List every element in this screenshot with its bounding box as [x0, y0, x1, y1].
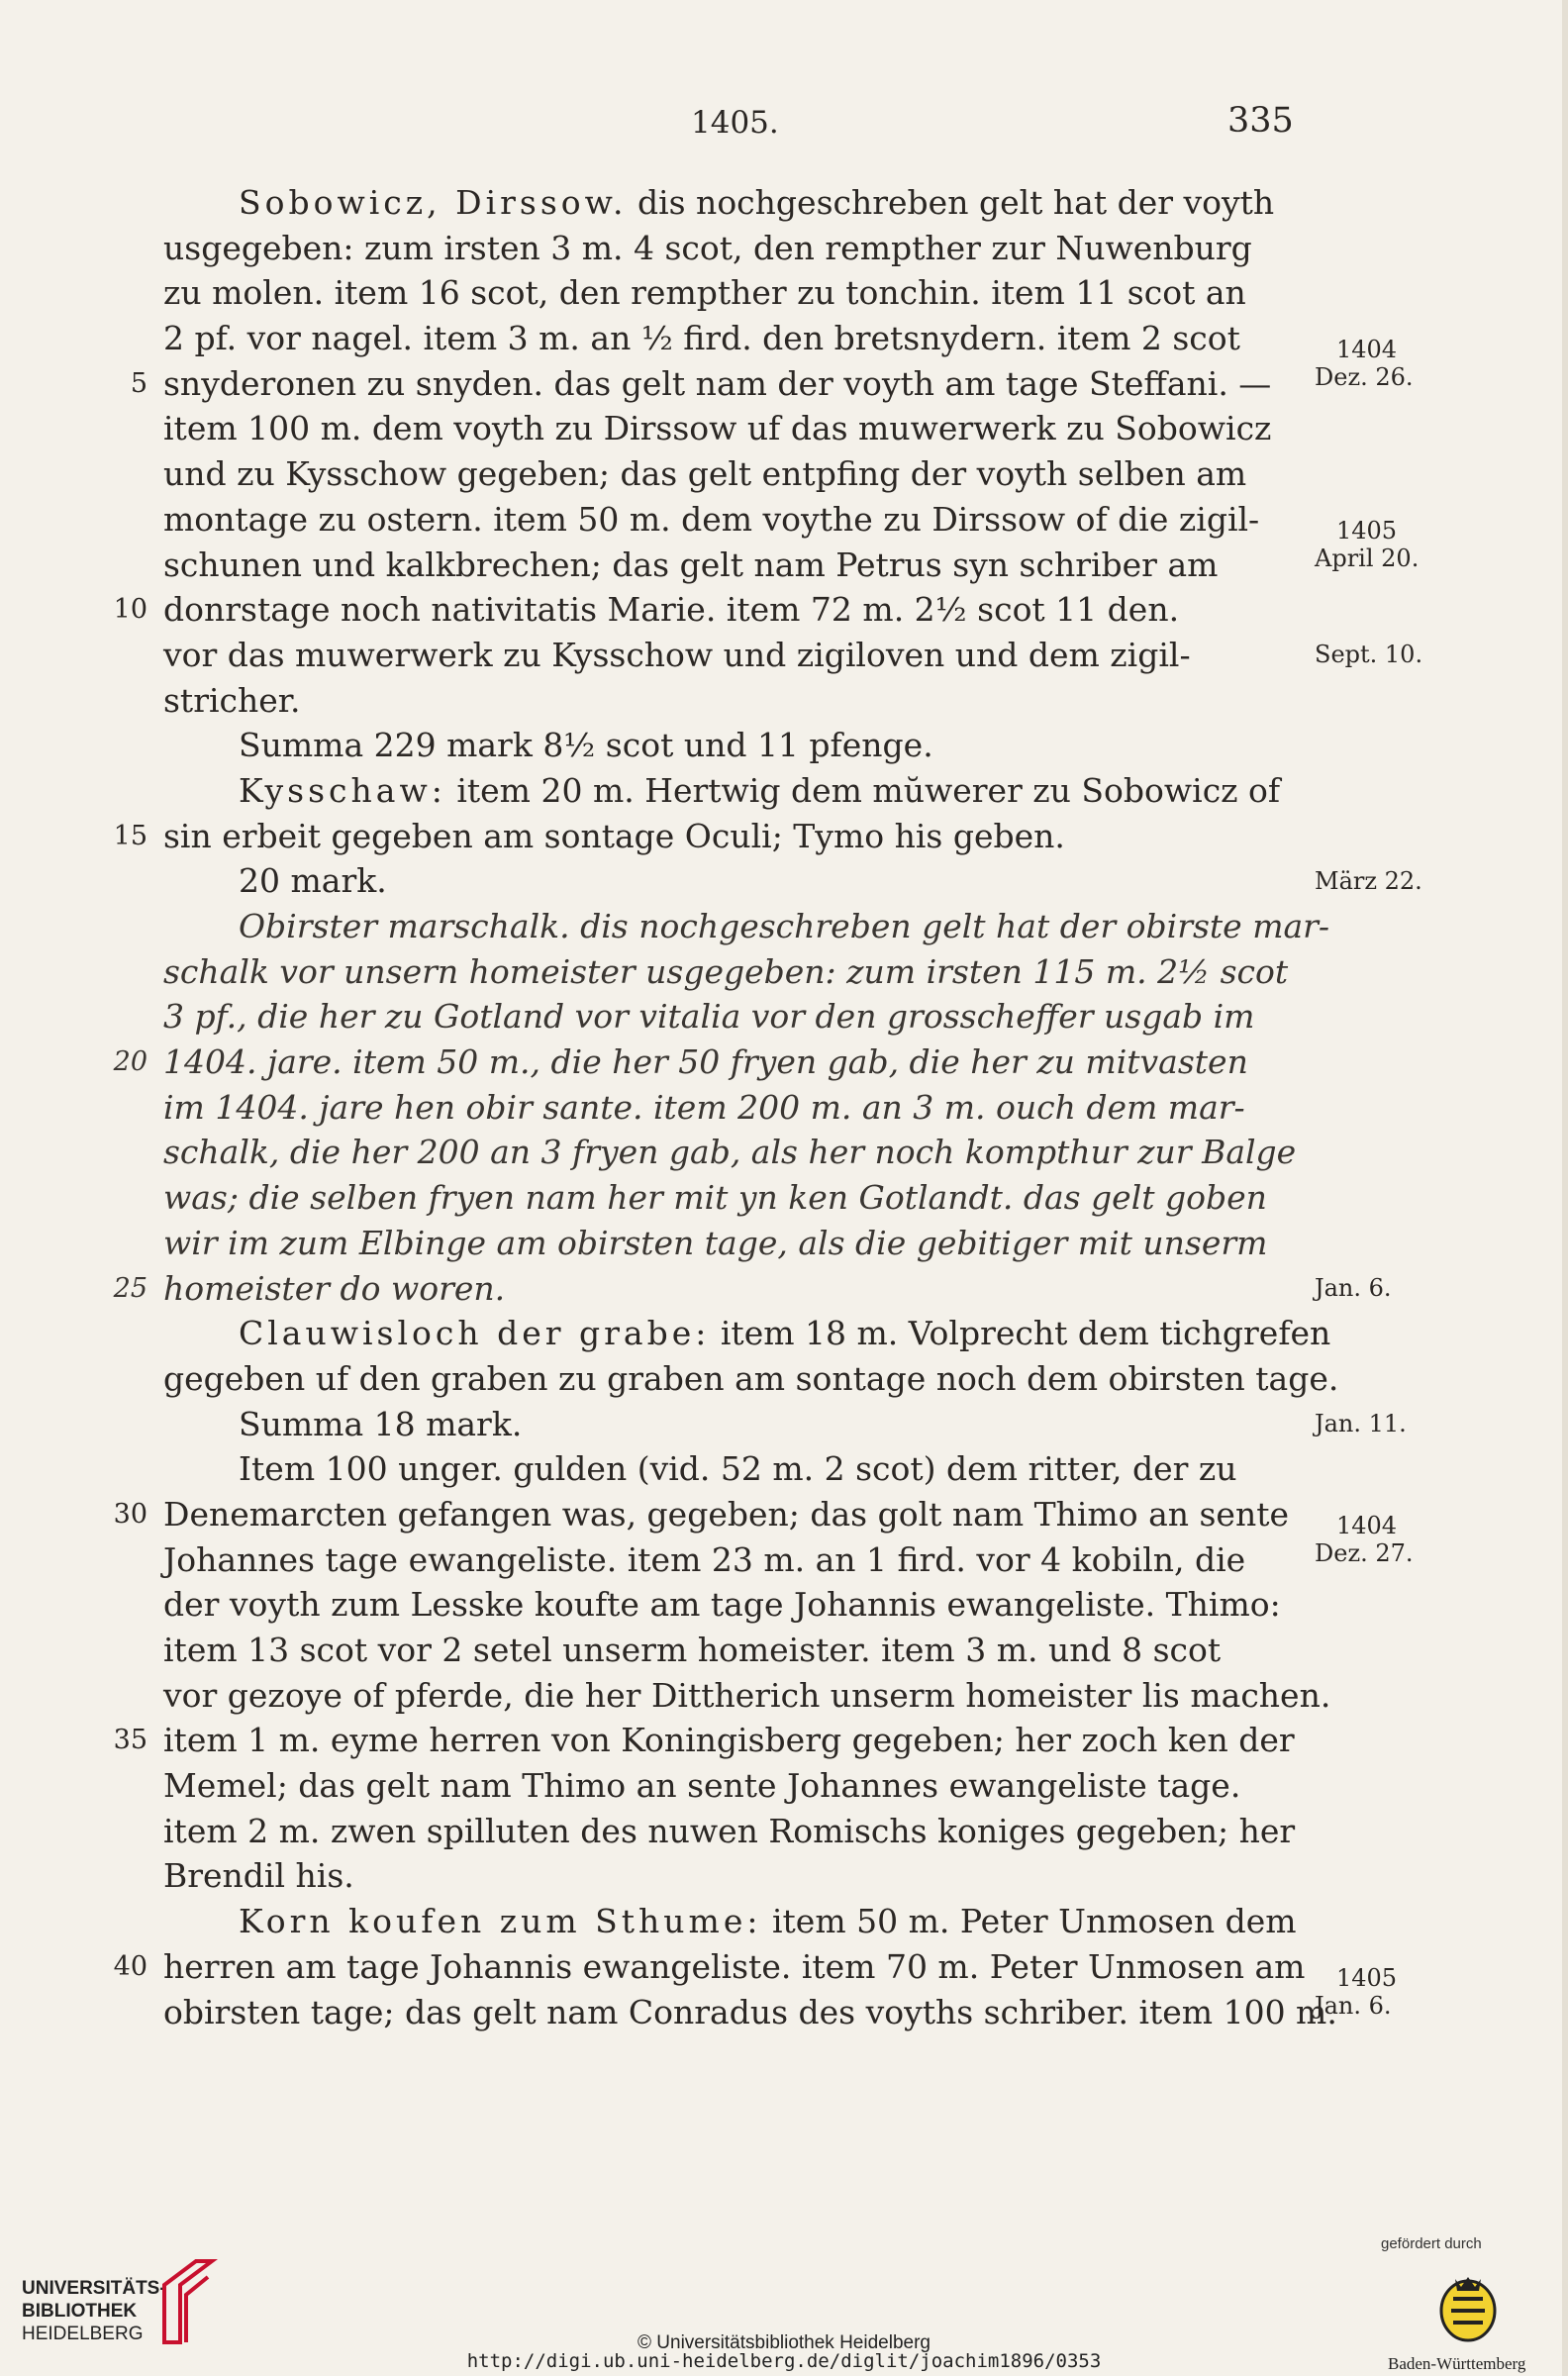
text-run: item 50 m. Peter Unmosen dem	[761, 1902, 1297, 1941]
text-run: schalk, die her 200 an 3 fryen gab, als her noch kompthur zur Balge	[163, 1133, 1297, 1172]
text-line	[113, 1492, 1302, 1537]
library-line: HEIDELBERG	[22, 2324, 144, 2344]
text-run: item 20 m. Hertwig dem mŭwerer zu Sobowicz of	[445, 770, 1281, 810]
margin-date	[1315, 1964, 1397, 2020]
margin-day: März 22.	[1315, 866, 1422, 895]
text-line	[163, 1085, 1302, 1131]
section-heading: Sobowicz, Dirssow.	[239, 183, 628, 222]
text-line	[113, 814, 1302, 859]
section-heading: Kysschaw:	[239, 770, 446, 810]
section-heading: Clauwisloch der grabe:	[239, 1314, 711, 1353]
text-run: montage zu ostern. item 50 m. dem voythe zu Dirssow of die zigil-	[163, 499, 1260, 539]
text-run: wir im zum Elbinge am obirsten tage, als die gebitiger mit unserm	[163, 1223, 1268, 1262]
text-run: im 1404. jare hen obir sante. item 200 m. an 3 m. ouch dem mar-	[163, 1087, 1245, 1127]
text-line	[163, 1311, 1331, 1356]
text-run: 1404. jare. item 50 m., die her 50 fryen gab, die her zu mitvasten	[163, 1042, 1248, 1082]
source-link[interactable]: http://digi.ub.uni-heidelberg.de/diglit/joachim1896/0353	[466, 2350, 1102, 2372]
library-line: UNIVERSITÄTS-	[22, 2278, 166, 2299]
text-run: gegeben uf den graben zu graben am sontage noch dem obirsten tage.	[163, 1358, 1339, 1398]
page-header	[0, 97, 1568, 147]
margin-day: April 20.	[1315, 544, 1420, 572]
text-line	[163, 1446, 1302, 1492]
text-line	[163, 768, 1302, 814]
line-number: 40	[113, 1950, 147, 1982]
margin-year: 1405	[1336, 516, 1398, 544]
text-line	[163, 226, 1302, 271]
margin-date	[1315, 641, 1422, 668]
text-run: was; die selben fryen nam her mit yn ken Gotlandt. das gelt goben	[163, 1178, 1267, 1218]
text-run: Memel; das gelt nam Thimo an sente Johannes ewangeliste tage.	[163, 1766, 1241, 1806]
text-line	[163, 180, 1302, 226]
margin-day: Dez. 27.	[1315, 1539, 1414, 1567]
copyright-notice: © Universitätsbibliothek Heidelberg	[637, 2332, 931, 2353]
margin-day: Jan. 11.	[1315, 1409, 1407, 1437]
line-number: 20	[113, 1046, 147, 1078]
text-run: item 18 m. Volprecht dem tichgrefen	[710, 1314, 1331, 1353]
line-number: 15	[113, 820, 147, 851]
text-run: herren am tage Johannis ewangeliste. item 70 m. Peter Unmosen am	[163, 1946, 1306, 1986]
text-line	[163, 1582, 1302, 1628]
text-run: item 13 scot vor 2 setel unserm homeister. item 3 m. und 8 scot	[163, 1631, 1222, 1669]
text-run: Johannes tage ewangeliste. item 23 m. an 1 fird. vor 4 kobiln, die	[163, 1539, 1246, 1579]
text-line	[163, 1537, 1302, 1583]
text-run: obirsten tage; das gelt nam Conradus des voyths schriber. item 100 m.	[163, 1992, 1337, 2031]
text-line	[113, 1944, 1306, 1990]
margin-year: 1405	[1336, 1964, 1398, 1992]
margin-date	[1315, 1512, 1414, 1567]
section-heading: Korn koufen zum Sthume:	[239, 1902, 762, 1941]
text-line	[163, 1673, 1331, 1719]
text-line	[130, 361, 1302, 407]
margin-year: 1404	[1336, 335, 1398, 363]
text-run: vor das muwerwerk zu Kysschow und zigiloven und dem zigil-	[163, 635, 1191, 674]
line-number: 30	[113, 1498, 147, 1530]
text-line	[163, 858, 1302, 904]
text-line	[113, 587, 1302, 633]
text-line	[163, 543, 1302, 588]
text-line	[163, 1356, 1339, 1402]
text-run: Summa 18 mark.	[239, 1404, 523, 1443]
line-number: 35	[113, 1725, 147, 1756]
text-line	[163, 270, 1302, 316]
margin-day: Jan. 6.	[1315, 1992, 1392, 2020]
page-footer	[0, 2228, 1568, 2376]
text-line	[113, 1718, 1302, 1763]
line-number: 10	[113, 594, 147, 626]
text-run: dis nochgeschreben gelt hat der voyth	[627, 183, 1275, 222]
text-run: Obirster marschalk. dis nochgeschreben gelt hat der obirste mar-	[239, 907, 1330, 945]
body-text	[113, 180, 1339, 2034]
text-run: stricher.	[163, 680, 301, 720]
text-run: item 1 m. eyme herren von Koningisberg gegeben; her zoch ken der	[163, 1721, 1295, 1760]
text-run: item 100 m. dem voyth zu Dirssow uf das muwerwerk zu Sobowicz	[163, 409, 1272, 448]
text-line	[163, 1130, 1302, 1175]
text-line	[113, 1266, 1302, 1312]
text-run: Brendil his.	[163, 1856, 354, 1896]
text-run: 2 pf. vor nagel. item 3 m. an ½ fird. den bretsnydern. item 2 scot	[163, 319, 1240, 358]
page-number: 335	[1227, 101, 1294, 141]
text-line	[163, 316, 1302, 361]
text-run: zu molen. item 16 scot, den rempther zu tonchin. item 11 scot an	[163, 273, 1246, 313]
text-run: vor gezoye of pferde, die her Dittherich unserm homeister lis machen.	[163, 1675, 1331, 1715]
margin-date	[1315, 517, 1419, 572]
text-run: Summa 229 mark 8½ scot und 11 pfenge.	[239, 726, 933, 765]
text-line	[163, 1221, 1302, 1266]
text-run: 3 pf., die her zu Gotland vor vitalia vor den grosscheffer usgab im	[163, 997, 1255, 1037]
sponsor-name: Baden-Württemberg	[1388, 2354, 1526, 2373]
margin-date	[1315, 1410, 1407, 1437]
text-run: usgegeben: zum irsten 3 m. 4 scot, den rempther zur Nuwenburg	[163, 228, 1252, 267]
funded-by-label: gefördert durch	[1381, 2235, 1482, 2252]
text-line	[163, 949, 1302, 995]
text-run: donrstage noch nativitatis Marie. item 72 m. 2½ scot 11 den.	[163, 590, 1180, 630]
text-run: Item 100 unger. gulden (vid. 52 m. 2 scot) dem ritter, der zu	[239, 1449, 1237, 1489]
margin-date	[1315, 867, 1422, 895]
margin-year: 1404	[1336, 1512, 1398, 1539]
text-line	[163, 1628, 1302, 1673]
text-line	[163, 723, 1302, 768]
text-run: der voyth zum Lesske koufte am tage Johannis ewangeliste. Thimo:	[163, 1585, 1281, 1625]
margin-date	[1315, 1274, 1392, 1302]
text-run: homeister do woren.	[163, 1268, 506, 1308]
text-line	[163, 451, 1302, 497]
margin-day: Sept. 10.	[1315, 641, 1423, 668]
line-number: 5	[130, 367, 147, 399]
library-logo-icon	[156, 2255, 218, 2344]
text-run: Denemarcten gefangen was, gegeben; das golt nam Thimo an sente	[163, 1494, 1290, 1534]
library-line: BIBLIOTHEK	[22, 2301, 138, 2322]
line-number: 25	[113, 1272, 147, 1304]
text-line	[163, 1175, 1302, 1221]
text-line	[163, 406, 1302, 451]
margin-day: Jan. 6.	[1315, 1273, 1392, 1302]
running-year: 1405.	[691, 105, 779, 141]
text-run: und zu Kysschow gegeben; das gelt entpfing der voyth selben am	[163, 454, 1247, 494]
text-line	[163, 678, 1302, 724]
text-line	[163, 1853, 1302, 1899]
text-run: schalk vor unsern homeister usgegeben: zum irsten 115 m. 2½ scot	[163, 951, 1289, 991]
text-line	[163, 1402, 1302, 1447]
text-run: item 2 m. zwen spilluten des nuwen Romischs koniges gegeben; her	[163, 1811, 1296, 1850]
text-run: sin erbeit gegeben am sontage Oculi; Tymo his geben.	[163, 816, 1065, 855]
text-line	[163, 1763, 1302, 1809]
text-line	[163, 1809, 1302, 1854]
text-line	[163, 994, 1302, 1040]
text-line	[163, 497, 1302, 543]
text-line	[163, 904, 1330, 949]
page-edge	[1562, 0, 1568, 2376]
text-line	[163, 1990, 1337, 2035]
text-line	[163, 633, 1302, 678]
text-line	[163, 1899, 1302, 1944]
text-run: snyderonen zu snyden. das gelt nam der voyth am tage Steffani. —	[163, 363, 1272, 403]
margin-day: Dez. 26.	[1315, 362, 1414, 391]
text-run: schunen und kalkbrechen; das gelt nam Petrus syn schriber am	[163, 544, 1219, 584]
text-run: 20 mark.	[239, 861, 387, 901]
coat-of-arms-icon	[1433, 2267, 1503, 2346]
text-line	[113, 1040, 1302, 1085]
margin-date	[1315, 336, 1414, 391]
